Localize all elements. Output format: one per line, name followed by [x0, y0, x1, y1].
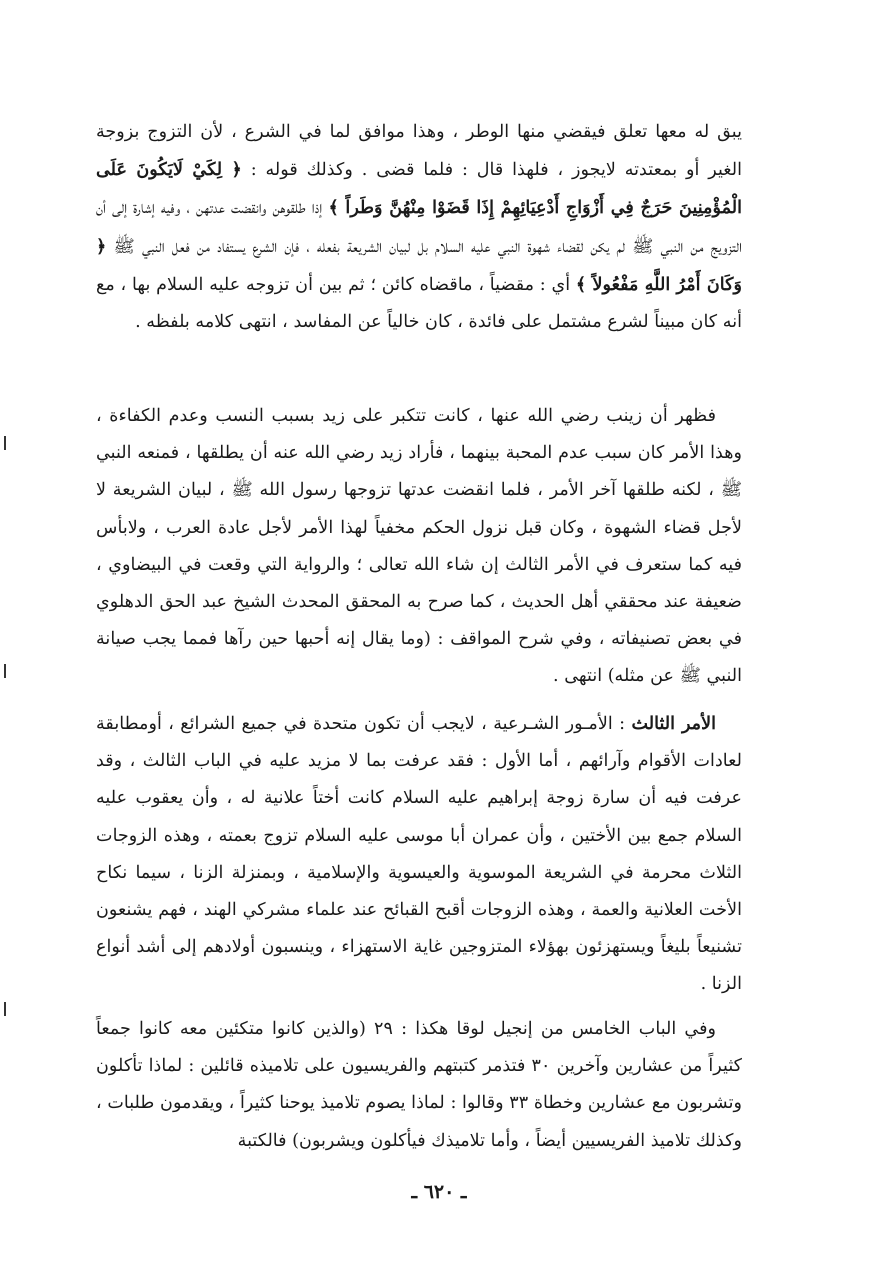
margin-mark	[4, 436, 6, 450]
page-number: ـ ٦٢٠ ـ	[411, 1181, 467, 1203]
body-text: فظهر أن زينب رضي الله عنها ، كانت تتكبر على زيد بسبب النسب وعدم الكفاءة ، وهذا الأمر كان سبب عدم المحبة بينهما ، فأراد زيد رضي الله عنه أن يطلقها ، فمنعه النبي ﷺ ، لكنه طلقها آخر الأمر ، فلما انقضت عدتها تزوجها رسول الله ﷺ ، لبيان الشريعة لا لأجل قضاء الشهوة ، وكان قبل نزول الحكم مخفياً لهذا الأمر لأجل عادة العرب ، ولابأس فيه كما ستعرف في الأمر الثالث إن شاء الله تعالى ؛ والرواية التي وقعت في البيضاوي ، ضعيفة عند محققي أهل الحديث ، كما صرح به المحقق المحدث الشيخ عبد الحق الدهلوي في بعض تصنيفاته ، وفي شرح المواقف : (وما يقال إنه أحبها حين رآها فمما يجب صيانة النبي ﷺ عن مثله) انتهى .	[96, 406, 742, 687]
body-text: إذا طلقوهن وانقضت عدتهن ، وفيه إشارة إلى أن التزويج من النبي ﷺ لم يكن لقضاء شهوة النبي عليه السلام بل لبيان الشريعة بفعله ، فإن الشرع يستفاد من فعل النبي ﷺ	[96, 198, 742, 257]
margin-mark	[4, 1002, 6, 1016]
paragraph	[96, 398, 742, 696]
section-heading: الأمر الثالث	[631, 713, 717, 734]
body-text: : الأمـور الشـرعية ، لايجب أن تكون متحدة في جميع الشرائع ، أومطابقة لعادات الأقوام وآرائهم ، أما الأول : فقد عرفت بما لا مزيد عليه في الباب الثالث ، وقد عرفت فيه أن سارة زوجة إبراهيم عليه السلام كانت أختاً علانية له ، وأن يعقوب عليه السلام جمع بين الأختين ، وأن عمران أبا موسى عليه السلام تزوج بعمته ، وهذه الزوجات الثلاث محرمة في الشريعة الموسوية والعيسوية والإسلامية ، وبمنزلة الزنا ، سيما نكاح الأخت العلانية والعمة ، وهذه الزوجات أقبح القبائح عند علماء مشركي الهند ، فهم يشنعون تشنيعاً بليغاً ويستهزئون بهؤلاء المتزوجين غاية الاستهزاء ، وينسبون أولادهم إلى أشد أنواع الزنا .	[96, 714, 742, 995]
quran-verse: ﴿ لِكَيْ لَايَكُونَ عَلَى الْمُؤْمِنِينَ حَرَجٌ فِي أَزْوَاجِ أَدْعِيَائِهِمْ إِذَا قَضَوْا مِنْهُنَّ وَطَراً ﴾	[96, 159, 742, 219]
paragraph	[96, 705, 742, 1004]
quran-verse: ﴿ وَكَانَ أَمْرُ اللَّهِ مَفْعُولاً ﴾	[96, 235, 742, 295]
body-text: وفي الباب الخامس من إنجيل لوقا هكذا : ٢٩ (والذين كانوا متكئين معه كانوا جمعاً كثيراً من عشارين وآخرين ٣٠ فتذمر كتبتهم والفريسيون على تلاميذه قائلين : لماذا تأكلون وتشربون مع عشارين وخطاة ٣٣ وقالوا : لماذا يصوم تلاميذ يوحنا كثيراً ، ويقدمون طلبات ، وكذلك تلاميذ الفريسيين أيضاً ، وأما تلاميذك فيأكلون ويشربون) فالكتبة	[96, 1019, 743, 1151]
paragraph	[96, 1011, 742, 1160]
margin-mark	[4, 664, 6, 678]
body-text: يبق له معها تعلق فيقضي منها الوطر ، وهذا موافق لما في الشرع ، لأن التزوج بزوجة الغير أو بمعتدته لايجوز ، فلهذا قال : فلما قضى . وكذلك قوله :	[96, 122, 742, 181]
body-text: أي : مقضياً ، ماقضاه كائن ؛ ثم بين أن تزوجه عليه السلام بها ، مع أنه كان مبيناً لشرع مشتمل على فائدة ، كان خالياً عن المفاسد ، انتهى كلامه بلفظه .	[96, 274, 742, 333]
paragraph	[96, 114, 742, 341]
